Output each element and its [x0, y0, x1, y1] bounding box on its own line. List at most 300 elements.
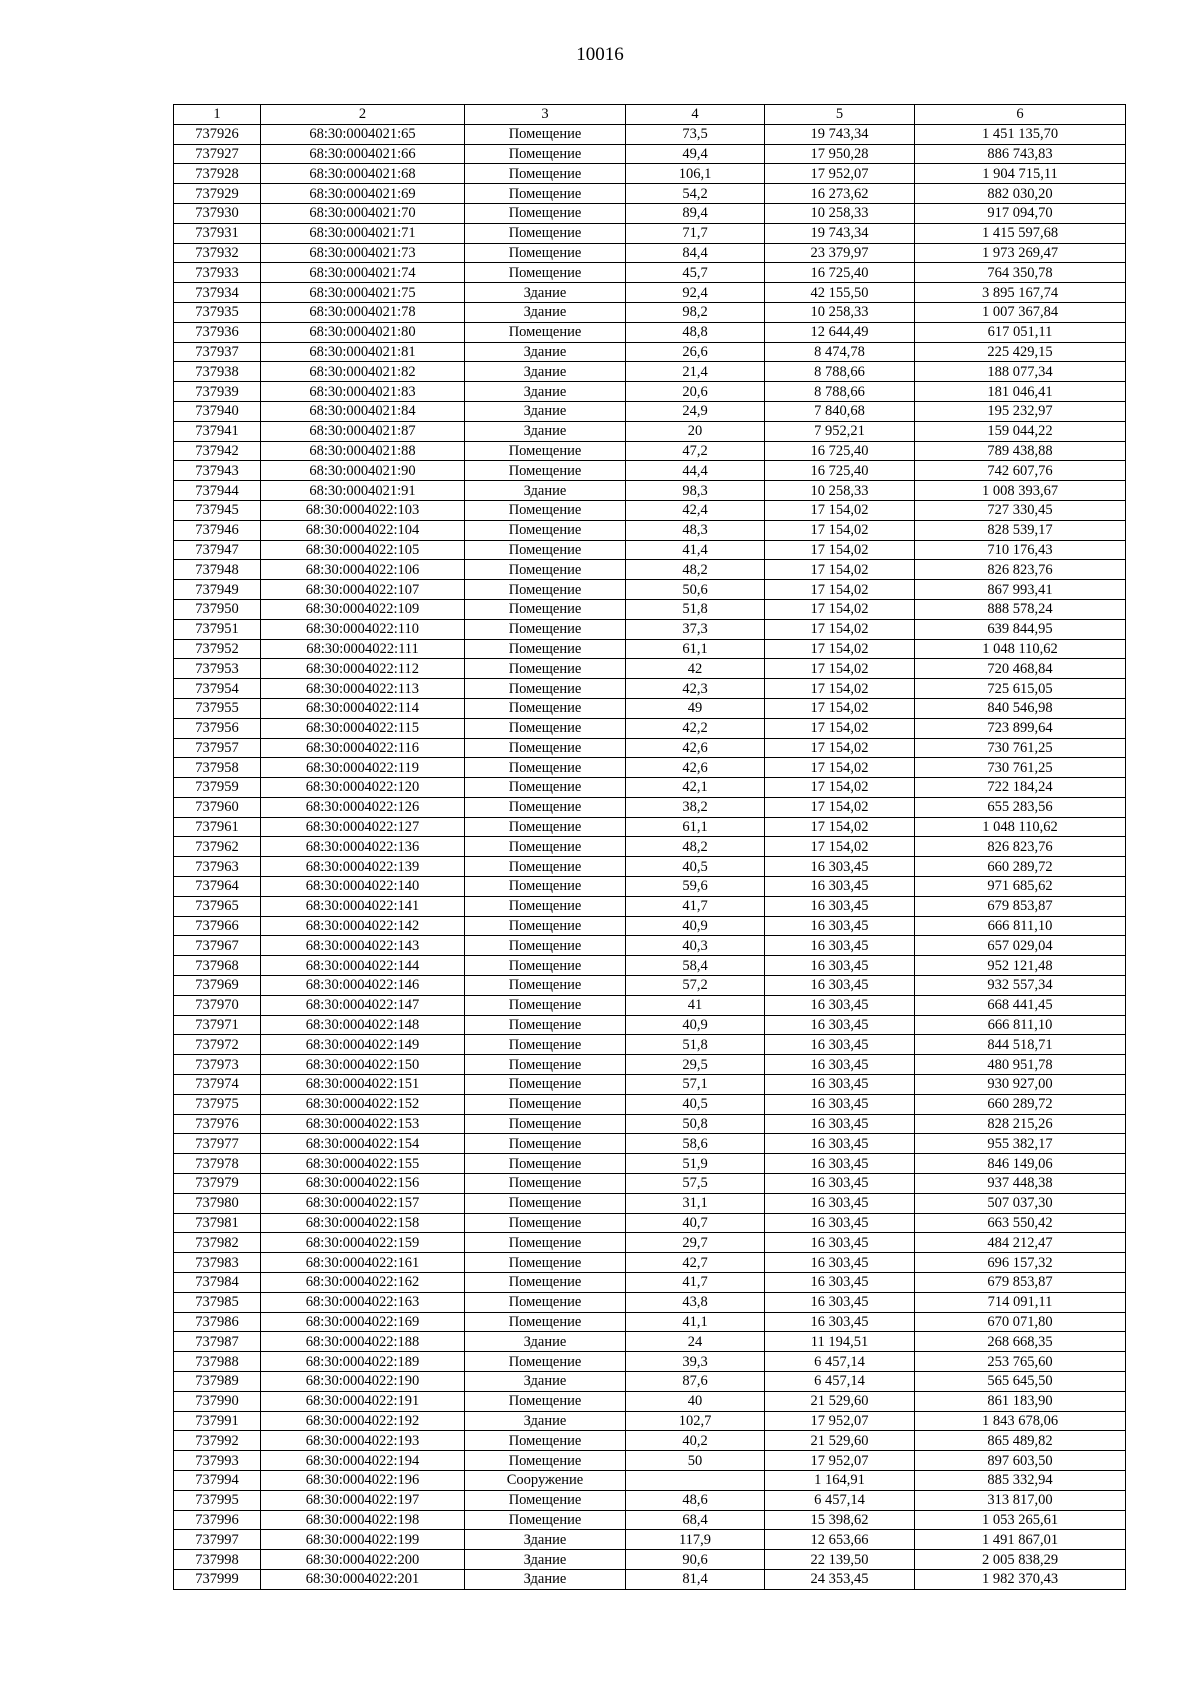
row-number-cell: 737944 [174, 481, 261, 501]
specific-value-cell: 6 457,14 [765, 1490, 915, 1510]
specific-value-cell: 16 273,62 [765, 184, 915, 204]
cadastral-value-cell: 666 811,10 [915, 1015, 1126, 1035]
cadastral-value-cell: 1 007 367,84 [915, 302, 1126, 322]
table-row [174, 500, 1126, 520]
cadastral-value-cell: 727 330,45 [915, 500, 1126, 520]
specific-value-cell: 42 155,50 [765, 283, 915, 303]
object-type-cell: Здание [465, 342, 626, 362]
row-number-cell: 737979 [174, 1174, 261, 1194]
specific-value-cell: 17 154,02 [765, 817, 915, 837]
object-type-cell: Здание [465, 481, 626, 501]
cadastral-number-cell: 68:30:0004022:201 [261, 1569, 465, 1589]
object-type-cell: Здание [465, 401, 626, 421]
cadastral-value-cell: 1 415 597,68 [915, 223, 1126, 243]
area-cell: 48,3 [626, 520, 765, 540]
table-row [174, 1352, 1126, 1372]
cadastral-value-cell: 828 539,17 [915, 520, 1126, 540]
cadastral-value-cell: 195 232,97 [915, 401, 1126, 421]
row-number-cell: 737983 [174, 1253, 261, 1273]
cadastral-number-cell: 68:30:0004022:143 [261, 936, 465, 956]
cadastral-number-cell: 68:30:0004021:84 [261, 401, 465, 421]
table-row [174, 560, 1126, 580]
specific-value-cell: 16 725,40 [765, 461, 915, 481]
cadastral-number-cell: 68:30:0004022:112 [261, 659, 465, 679]
specific-value-cell: 15 398,62 [765, 1510, 915, 1530]
cadastral-number-cell: 68:30:0004021:75 [261, 283, 465, 303]
specific-value-cell: 11 194,51 [765, 1332, 915, 1352]
cadastral-number-cell: 68:30:0004022:198 [261, 1510, 465, 1530]
page-number: 10016 [576, 44, 624, 65]
row-number-cell: 737990 [174, 1391, 261, 1411]
specific-value-cell: 17 952,07 [765, 1411, 915, 1431]
object-type-cell: Помещение [465, 1490, 626, 1510]
cadastral-value-cell: 867 993,41 [915, 580, 1126, 600]
row-number-cell: 737994 [174, 1470, 261, 1490]
area-cell: 59,6 [626, 877, 765, 897]
cadastral-number-cell: 68:30:0004021:91 [261, 481, 465, 501]
table-row [174, 540, 1126, 560]
row-number-cell: 737937 [174, 342, 261, 362]
specific-value-cell: 16 303,45 [765, 1134, 915, 1154]
area-cell: 20,6 [626, 382, 765, 402]
registry-table [173, 104, 1126, 1590]
cadastral-number-cell: 68:30:0004021:87 [261, 421, 465, 441]
column-header: 5 [765, 105, 915, 125]
area-cell: 37,3 [626, 619, 765, 639]
object-type-cell: Здание [465, 1411, 626, 1431]
area-cell: 41,7 [626, 896, 765, 916]
row-number-cell: 737931 [174, 223, 261, 243]
area-cell: 51,8 [626, 599, 765, 619]
specific-value-cell: 17 154,02 [765, 619, 915, 639]
area-cell: 21,4 [626, 362, 765, 382]
row-number-cell: 737984 [174, 1273, 261, 1293]
table-row [174, 580, 1126, 600]
area-cell: 20 [626, 421, 765, 441]
area-cell: 48,6 [626, 1490, 765, 1510]
object-type-cell: Помещение [465, 1015, 626, 1035]
column-header: 2 [261, 105, 465, 125]
specific-value-cell: 17 154,02 [765, 738, 915, 758]
cadastral-number-cell: 68:30:0004021:80 [261, 322, 465, 342]
table-row [174, 342, 1126, 362]
cadastral-number-cell: 68:30:0004022:150 [261, 1055, 465, 1075]
cadastral-number-cell: 68:30:0004021:69 [261, 184, 465, 204]
row-number-cell: 737938 [174, 362, 261, 382]
cadastral-value-cell: 882 030,20 [915, 184, 1126, 204]
row-number-cell: 737982 [174, 1233, 261, 1253]
row-number-cell: 737945 [174, 500, 261, 520]
table-body [174, 124, 1126, 1589]
area-cell: 50 [626, 1451, 765, 1471]
area-cell: 42,1 [626, 778, 765, 798]
table-row [174, 1253, 1126, 1273]
area-cell: 24 [626, 1332, 765, 1352]
area-cell: 44,4 [626, 461, 765, 481]
cadastral-number-cell: 68:30:0004021:82 [261, 362, 465, 382]
table-row [174, 164, 1126, 184]
cadastral-number-cell: 68:30:0004022:162 [261, 1273, 465, 1293]
object-type-cell: Помещение [465, 857, 626, 877]
cadastral-number-cell: 68:30:0004021:70 [261, 203, 465, 223]
row-number-cell: 737974 [174, 1075, 261, 1095]
column-header: 4 [626, 105, 765, 125]
cadastral-number-cell: 68:30:0004022:119 [261, 758, 465, 778]
specific-value-cell: 8 788,66 [765, 362, 915, 382]
cadastral-value-cell: 253 765,60 [915, 1352, 1126, 1372]
area-cell: 50,6 [626, 580, 765, 600]
row-number-cell: 737976 [174, 1114, 261, 1134]
specific-value-cell: 17 154,02 [765, 659, 915, 679]
cadastral-value-cell: 742 607,76 [915, 461, 1126, 481]
object-type-cell: Помещение [465, 659, 626, 679]
area-cell: 40,7 [626, 1213, 765, 1233]
cadastral-value-cell: 666 811,10 [915, 916, 1126, 936]
object-type-cell: Помещение [465, 1292, 626, 1312]
area-cell: 61,1 [626, 639, 765, 659]
area-cell: 40,5 [626, 1094, 765, 1114]
row-number-cell: 737934 [174, 283, 261, 303]
table-row [174, 1332, 1126, 1352]
object-type-cell: Здание [465, 1332, 626, 1352]
cadastral-number-cell: 68:30:0004022:158 [261, 1213, 465, 1233]
specific-value-cell: 16 303,45 [765, 1154, 915, 1174]
specific-value-cell: 17 154,02 [765, 500, 915, 520]
table-row [174, 1134, 1126, 1154]
cadastral-number-cell: 68:30:0004021:81 [261, 342, 465, 362]
row-number-cell: 737953 [174, 659, 261, 679]
object-type-cell: Помещение [465, 1431, 626, 1451]
cadastral-value-cell: 730 761,25 [915, 758, 1126, 778]
cadastral-number-cell: 68:30:0004022:110 [261, 619, 465, 639]
row-number-cell: 737939 [174, 382, 261, 402]
object-type-cell: Здание [465, 1530, 626, 1550]
object-type-cell: Помещение [465, 599, 626, 619]
cadastral-number-cell: 68:30:0004022:104 [261, 520, 465, 540]
specific-value-cell: 16 303,45 [765, 1312, 915, 1332]
area-cell: 102,7 [626, 1411, 765, 1431]
object-type-cell: Здание [465, 421, 626, 441]
row-number-cell: 737973 [174, 1055, 261, 1075]
cadastral-number-cell: 68:30:0004021:68 [261, 164, 465, 184]
cadastral-value-cell: 660 289,72 [915, 1094, 1126, 1114]
row-number-cell: 737989 [174, 1372, 261, 1392]
area-cell: 51,8 [626, 1035, 765, 1055]
area-cell: 29,5 [626, 1055, 765, 1075]
object-type-cell: Помещение [465, 936, 626, 956]
cadastral-number-cell: 68:30:0004022:153 [261, 1114, 465, 1134]
specific-value-cell: 16 303,45 [765, 956, 915, 976]
row-number-cell: 737988 [174, 1352, 261, 1372]
cadastral-value-cell: 955 382,17 [915, 1134, 1126, 1154]
specific-value-cell: 19 743,34 [765, 124, 915, 144]
specific-value-cell: 17 154,02 [765, 718, 915, 738]
object-type-cell: Помещение [465, 758, 626, 778]
table-row [174, 718, 1126, 738]
row-number-cell: 737940 [174, 401, 261, 421]
specific-value-cell: 7 840,68 [765, 401, 915, 421]
specific-value-cell: 10 258,33 [765, 203, 915, 223]
row-number-cell: 737997 [174, 1530, 261, 1550]
area-cell: 40,9 [626, 916, 765, 936]
object-type-cell: Здание [465, 283, 626, 303]
cadastral-value-cell: 679 853,87 [915, 896, 1126, 916]
cadastral-number-cell: 68:30:0004022:136 [261, 837, 465, 857]
area-cell: 92,4 [626, 283, 765, 303]
cadastral-value-cell: 480 951,78 [915, 1055, 1126, 1075]
cadastral-value-cell: 720 468,84 [915, 659, 1126, 679]
specific-value-cell: 16 303,45 [765, 1273, 915, 1293]
object-type-cell: Помещение [465, 184, 626, 204]
area-cell: 41,4 [626, 540, 765, 560]
row-number-cell: 737941 [174, 421, 261, 441]
table-row [174, 936, 1126, 956]
area-cell: 68,4 [626, 1510, 765, 1530]
object-type-cell: Помещение [465, 263, 626, 283]
cadastral-value-cell: 952 121,48 [915, 956, 1126, 976]
cadastral-number-cell: 68:30:0004022:189 [261, 1352, 465, 1372]
area-cell: 42,2 [626, 718, 765, 738]
area-cell: 40 [626, 1391, 765, 1411]
table-row [174, 1193, 1126, 1213]
specific-value-cell: 17 952,07 [765, 1451, 915, 1471]
row-number-cell: 737986 [174, 1312, 261, 1332]
object-type-cell: Помещение [465, 877, 626, 897]
table-row [174, 599, 1126, 619]
area-cell: 41,1 [626, 1312, 765, 1332]
object-type-cell: Помещение [465, 995, 626, 1015]
table-row [174, 283, 1126, 303]
area-cell: 29,7 [626, 1233, 765, 1253]
object-type-cell: Помещение [465, 1510, 626, 1530]
cadastral-number-cell: 68:30:0004022:161 [261, 1253, 465, 1273]
specific-value-cell: 6 457,14 [765, 1372, 915, 1392]
row-number-cell: 737969 [174, 976, 261, 996]
row-number-cell: 737998 [174, 1550, 261, 1570]
cadastral-number-cell: 68:30:0004022:106 [261, 560, 465, 580]
table-row [174, 1470, 1126, 1490]
area-cell: 57,2 [626, 976, 765, 996]
cadastral-number-cell: 68:30:0004021:65 [261, 124, 465, 144]
area-cell: 58,4 [626, 956, 765, 976]
specific-value-cell: 16 303,45 [765, 1174, 915, 1194]
row-number-cell: 737943 [174, 461, 261, 481]
cadastral-number-cell: 68:30:0004021:88 [261, 441, 465, 461]
cadastral-number-cell: 68:30:0004022:154 [261, 1134, 465, 1154]
area-cell: 73,5 [626, 124, 765, 144]
table-row [174, 758, 1126, 778]
specific-value-cell: 10 258,33 [765, 481, 915, 501]
specific-value-cell: 16 303,45 [765, 857, 915, 877]
cadastral-number-cell: 68:30:0004022:151 [261, 1075, 465, 1095]
row-number-cell: 737956 [174, 718, 261, 738]
specific-value-cell: 16 303,45 [765, 896, 915, 916]
area-cell: 26,6 [626, 342, 765, 362]
row-number-cell: 737950 [174, 599, 261, 619]
table-row [174, 679, 1126, 699]
specific-value-cell: 10 258,33 [765, 302, 915, 322]
specific-value-cell: 16 303,45 [765, 995, 915, 1015]
object-type-cell: Помещение [465, 738, 626, 758]
cadastral-value-cell: 313 817,00 [915, 1490, 1126, 1510]
table-row [174, 461, 1126, 481]
cadastral-number-cell: 68:30:0004022:148 [261, 1015, 465, 1035]
cadastral-value-cell: 660 289,72 [915, 857, 1126, 877]
table-row [174, 421, 1126, 441]
row-number-cell: 737933 [174, 263, 261, 283]
area-cell: 57,5 [626, 1174, 765, 1194]
object-type-cell: Помещение [465, 560, 626, 580]
row-number-cell: 737958 [174, 758, 261, 778]
cadastral-value-cell: 730 761,25 [915, 738, 1126, 758]
cadastral-number-cell: 68:30:0004021:83 [261, 382, 465, 402]
table-row [174, 1154, 1126, 1174]
area-cell: 31,1 [626, 1193, 765, 1213]
area-cell: 48,8 [626, 322, 765, 342]
cadastral-number-cell: 68:30:0004022:139 [261, 857, 465, 877]
cadastral-value-cell: 725 615,05 [915, 679, 1126, 699]
table-row [174, 995, 1126, 1015]
cadastral-number-cell: 68:30:0004022:120 [261, 778, 465, 798]
cadastral-value-cell: 507 037,30 [915, 1193, 1126, 1213]
object-type-cell: Помещение [465, 1075, 626, 1095]
cadastral-number-cell: 68:30:0004022:157 [261, 1193, 465, 1213]
specific-value-cell: 7 952,21 [765, 421, 915, 441]
table-row [174, 1372, 1126, 1392]
object-type-cell: Здание [465, 1569, 626, 1589]
area-cell: 57,1 [626, 1075, 765, 1095]
specific-value-cell: 16 303,45 [765, 1114, 915, 1134]
cadastral-value-cell: 828 215,26 [915, 1114, 1126, 1134]
column-header: 1 [174, 105, 261, 125]
table-row [174, 1411, 1126, 1431]
table-row [174, 778, 1126, 798]
cadastral-number-cell: 68:30:0004022:196 [261, 1470, 465, 1490]
table-row [174, 1490, 1126, 1510]
cadastral-value-cell: 1 451 135,70 [915, 124, 1126, 144]
area-cell: 54,2 [626, 184, 765, 204]
table-row [174, 263, 1126, 283]
specific-value-cell: 16 303,45 [765, 1253, 915, 1273]
cadastral-number-cell: 68:30:0004022:190 [261, 1372, 465, 1392]
row-number-cell: 737942 [174, 441, 261, 461]
specific-value-cell: 19 743,34 [765, 223, 915, 243]
cadastral-number-cell: 68:30:0004022:113 [261, 679, 465, 699]
cadastral-number-cell: 68:30:0004021:90 [261, 461, 465, 481]
object-type-cell: Помещение [465, 1253, 626, 1273]
table-row [174, 1569, 1126, 1589]
area-cell: 87,6 [626, 1372, 765, 1392]
cadastral-number-cell: 68:30:0004022:156 [261, 1174, 465, 1194]
area-cell: 90,6 [626, 1550, 765, 1570]
cadastral-value-cell: 714 091,11 [915, 1292, 1126, 1312]
specific-value-cell: 16 303,45 [765, 877, 915, 897]
cadastral-number-cell: 68:30:0004022:142 [261, 916, 465, 936]
cadastral-value-cell: 696 157,32 [915, 1253, 1126, 1273]
cadastral-value-cell: 670 071,80 [915, 1312, 1126, 1332]
row-number-cell: 737927 [174, 144, 261, 164]
object-type-cell: Помещение [465, 164, 626, 184]
area-cell: 81,4 [626, 1569, 765, 1589]
row-number-cell: 737964 [174, 877, 261, 897]
area-cell: 24,9 [626, 401, 765, 421]
table-row [174, 184, 1126, 204]
cadastral-number-cell: 68:30:0004022:192 [261, 1411, 465, 1431]
cadastral-value-cell: 722 184,24 [915, 778, 1126, 798]
area-cell: 48,2 [626, 560, 765, 580]
area-cell: 40,9 [626, 1015, 765, 1035]
object-type-cell: Здание [465, 382, 626, 402]
cadastral-number-cell: 68:30:0004021:71 [261, 223, 465, 243]
cadastral-value-cell: 1 973 269,47 [915, 243, 1126, 263]
object-type-cell: Помещение [465, 718, 626, 738]
cadastral-number-cell: 68:30:0004022:159 [261, 1233, 465, 1253]
row-number-cell: 737926 [174, 124, 261, 144]
specific-value-cell: 17 950,28 [765, 144, 915, 164]
object-type-cell: Помещение [465, 441, 626, 461]
cadastral-value-cell: 971 685,62 [915, 877, 1126, 897]
object-type-cell: Помещение [465, 223, 626, 243]
row-number-cell: 737963 [174, 857, 261, 877]
row-number-cell: 737955 [174, 698, 261, 718]
row-number-cell: 737970 [174, 995, 261, 1015]
area-cell: 71,7 [626, 223, 765, 243]
specific-value-cell: 23 379,97 [765, 243, 915, 263]
cadastral-value-cell: 885 332,94 [915, 1470, 1126, 1490]
cadastral-value-cell: 181 046,41 [915, 382, 1126, 402]
table-row [174, 639, 1126, 659]
row-number-cell: 737961 [174, 817, 261, 837]
object-type-cell: Помещение [465, 144, 626, 164]
cadastral-number-cell: 68:30:0004022:140 [261, 877, 465, 897]
cadastral-number-cell: 68:30:0004022:200 [261, 1550, 465, 1570]
object-type-cell: Сооружение [465, 1470, 626, 1490]
object-type-cell: Помещение [465, 1213, 626, 1233]
row-number-cell: 737946 [174, 520, 261, 540]
specific-value-cell: 16 303,45 [765, 1094, 915, 1114]
cadastral-value-cell: 937 448,38 [915, 1174, 1126, 1194]
cadastral-number-cell: 68:30:0004022:191 [261, 1391, 465, 1411]
specific-value-cell: 17 154,02 [765, 837, 915, 857]
table-row [174, 837, 1126, 857]
cadastral-value-cell: 1 904 715,11 [915, 164, 1126, 184]
object-type-cell: Помещение [465, 896, 626, 916]
table-row [174, 1213, 1126, 1233]
table-row [174, 1273, 1126, 1293]
area-cell: 48,2 [626, 837, 765, 857]
cadastral-number-cell: 68:30:0004022:116 [261, 738, 465, 758]
table-row [174, 1550, 1126, 1570]
object-type-cell: Помещение [465, 540, 626, 560]
specific-value-cell: 16 303,45 [765, 1193, 915, 1213]
row-number-cell: 737978 [174, 1154, 261, 1174]
row-number-cell: 737975 [174, 1094, 261, 1114]
area-cell: 51,9 [626, 1154, 765, 1174]
object-type-cell: Помещение [465, 1055, 626, 1075]
table-row [174, 1510, 1126, 1530]
cadastral-number-cell: 68:30:0004022:146 [261, 976, 465, 996]
object-type-cell: Помещение [465, 916, 626, 936]
area-cell: 98,3 [626, 481, 765, 501]
cadastral-value-cell: 846 149,06 [915, 1154, 1126, 1174]
column-header: 3 [465, 105, 626, 125]
row-number-cell: 737980 [174, 1193, 261, 1213]
specific-value-cell: 8 788,66 [765, 382, 915, 402]
specific-value-cell: 17 154,02 [765, 639, 915, 659]
area-cell: 45,7 [626, 263, 765, 283]
header-row [174, 105, 1126, 125]
object-type-cell: Помещение [465, 1174, 626, 1194]
